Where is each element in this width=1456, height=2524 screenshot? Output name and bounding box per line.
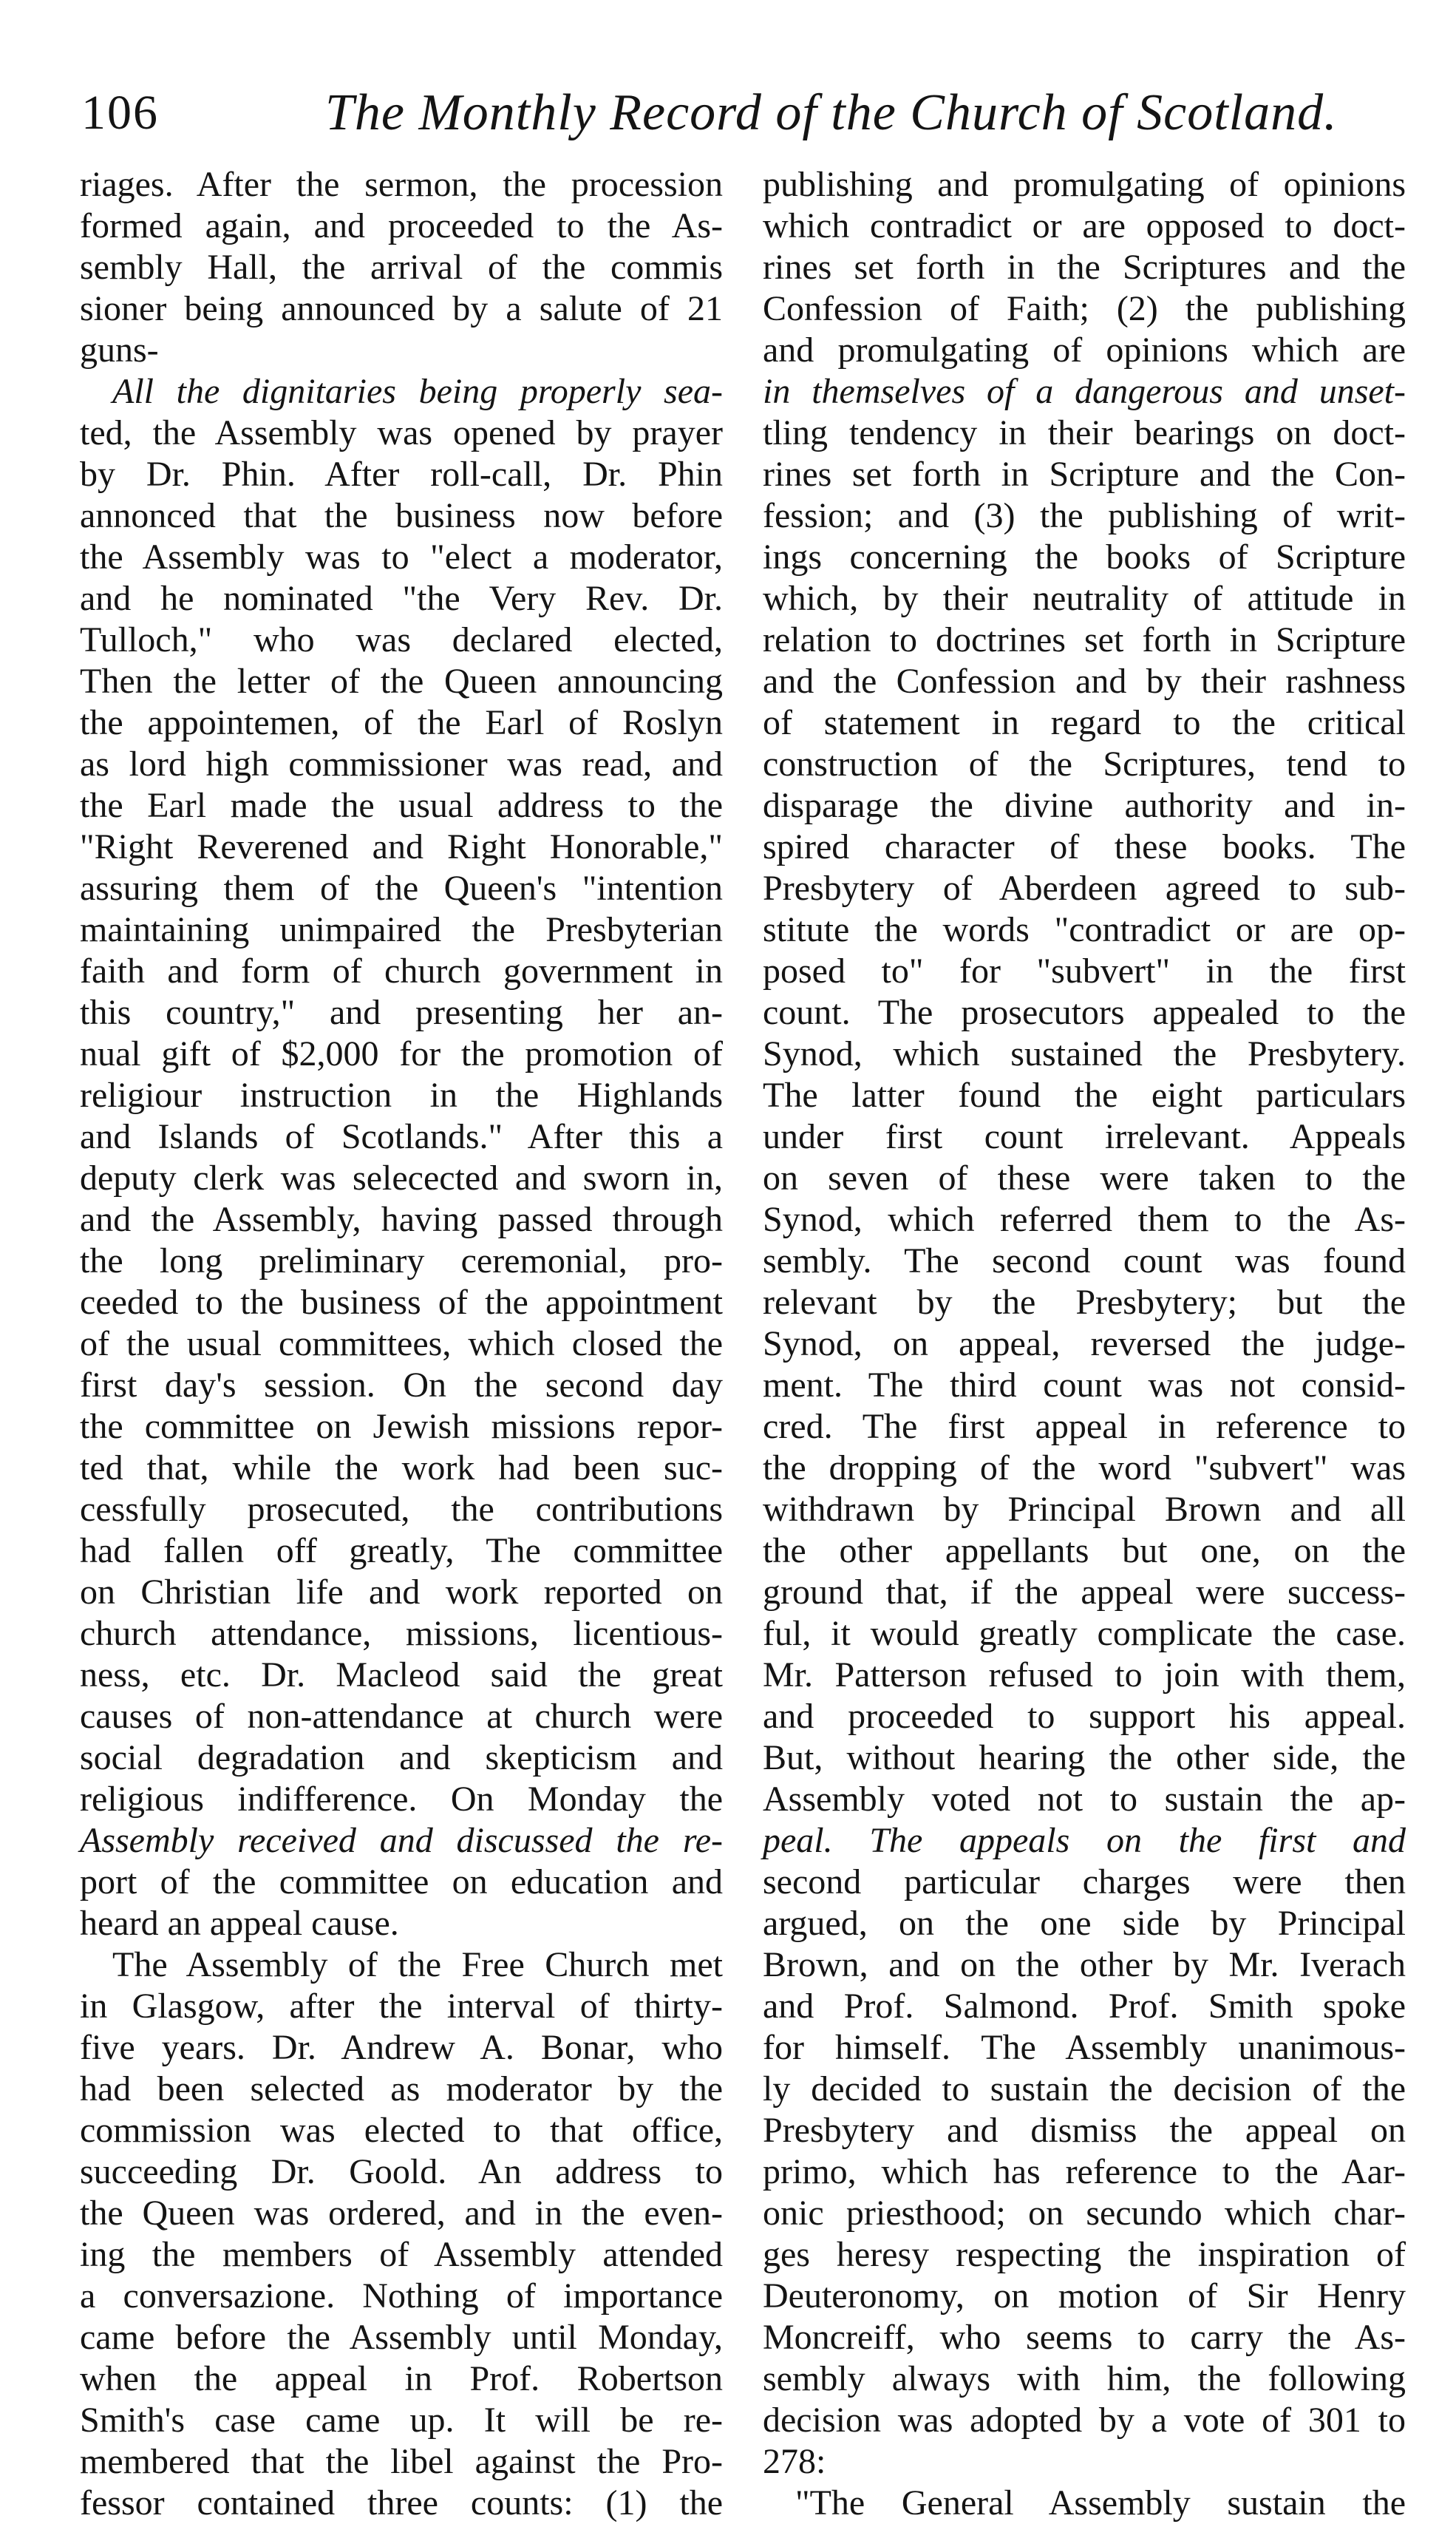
text-line: tling tendency in their bearings on doct- xyxy=(763,413,1406,452)
text-line: relevant by the Presbytery; but the xyxy=(763,1283,1406,1322)
text-line: five years. Dr. Andrew A. Bonar, who xyxy=(80,2028,723,2067)
text-line: and the Assembly, having passed through xyxy=(80,1200,723,1239)
text-line: posed to" for "subvert" in the first xyxy=(763,951,1406,991)
text-line: relation to doctrines set forth in Scripture xyxy=(763,620,1406,659)
text-line: religious indifference. On Monday the xyxy=(80,1780,723,1819)
text-line: and Prof. Salmond. Prof. Smith spoke xyxy=(763,1987,1406,2026)
text-line: fession; and (3) the publishing of writ- xyxy=(763,496,1406,535)
text-line: when the appeal in Prof. Robertson xyxy=(80,2359,723,2398)
text-line: ted, the Assembly was opened by prayer xyxy=(80,413,723,452)
text-line: under first count irrelevant. Appeals xyxy=(763,1117,1406,1156)
text-line: Confession of Faith; (2) the publishing xyxy=(763,289,1406,328)
text-line: ges heresy respecting the inspiration of xyxy=(763,2235,1406,2274)
text-line: Smith's case came up. It will be re- xyxy=(80,2401,723,2440)
text-line: in Glasgow, after the interval of thirty- xyxy=(80,1987,723,2026)
text-line: primo, which has reference to the Aar- xyxy=(763,2152,1406,2191)
text-line: and Islands of Scotlands." After this a xyxy=(80,1117,723,1156)
text-line: membered that the libel against the Pro- xyxy=(80,2442,723,2481)
text-line: for himself. The Assembly unanimous- xyxy=(763,2028,1406,2067)
page-number: 106 xyxy=(81,86,159,140)
text-line: rines set forth in Scripture and the Con- xyxy=(763,455,1406,494)
text-line: Brown, and on the other by Mr. Iverach xyxy=(763,1945,1406,1984)
text-line: and the Confession and by their rashness xyxy=(763,662,1406,701)
text-line: peal. The appeals on the first and xyxy=(763,1821,1406,1860)
text-line: cessfully prosecuted, the contributions xyxy=(80,1490,723,1529)
text-line: social degradation and skepticism and xyxy=(80,1738,723,1777)
text-line: stitute the words "contradict or are op- xyxy=(763,910,1406,949)
text-line: riages. After the sermon, the procession xyxy=(80,165,723,204)
text-line: All the dignitaries being properly sea- xyxy=(112,372,723,411)
text-line: which contradict or are opposed to doct- xyxy=(763,206,1406,245)
text-line: Assembly received and discussed the re- xyxy=(80,1821,723,1860)
text-line: sembly Hall, the arrival of the commis xyxy=(80,248,723,287)
text-line: Synod, which sustained the Presbytery. xyxy=(763,1034,1406,1073)
text-line: this country," and presenting her an- xyxy=(80,993,723,1032)
text-line: construction of the Scriptures, tend to xyxy=(763,744,1406,784)
text-line: of the usual committees, which closed the xyxy=(80,1324,723,1363)
text-line: the Assembly was to "elect a moderator, xyxy=(80,537,723,577)
text-line: argued, on the one side by Principal xyxy=(763,1904,1406,1943)
text-line: Then the letter of the Queen announcing xyxy=(80,662,723,701)
text-line: onic priesthood; on secundo which char- xyxy=(763,2194,1406,2233)
text-line: Presbytery of Aberdeen agreed to sub- xyxy=(763,869,1406,908)
text-line: by Dr. Phin. After roll-call, Dr. Phin xyxy=(80,455,723,494)
text-line: cred. The first appeal in reference to xyxy=(763,1407,1406,1446)
text-line: Mr. Patterson refused to join with them, xyxy=(763,1655,1406,1694)
text-line: second particular charges were then xyxy=(763,1862,1406,1902)
text-line: the long preliminary ceremonial, pro- xyxy=(80,1241,723,1280)
text-line: and promulgating of opinions which are xyxy=(763,330,1406,370)
text-line: faith and form of church government in xyxy=(80,951,723,991)
text-line: the other appellants but one, on the xyxy=(763,1531,1406,1570)
text-line: of statement in regard to the critical xyxy=(763,703,1406,742)
text-line: heard an appeal cause. xyxy=(80,1904,399,1943)
text-line: as lord high commissioner was read, and xyxy=(80,744,723,784)
text-line: "The General Assembly sustain the xyxy=(795,2483,1406,2523)
text-line: and proceeded to support his appeal. xyxy=(763,1697,1406,1736)
text-line: on Christian life and work reported on xyxy=(80,1573,723,1612)
text-line: formed again, and proceeded to the As- xyxy=(80,206,723,245)
text-line: count. The prosecutors appealed to the xyxy=(763,993,1406,1032)
text-line: first day's session. On the second day xyxy=(80,1366,723,1405)
text-line: commission was elected to that office, xyxy=(80,2111,723,2150)
text-line: on seven of these were taken to the xyxy=(763,1158,1406,1198)
text-line: ings concerning the books of Scripture xyxy=(763,537,1406,577)
text-line: had been selected as moderator by the xyxy=(80,2069,723,2109)
text-line: the dropping of the word "subvert" was xyxy=(763,1448,1406,1487)
text-line: the Queen was ordered, and in the even- xyxy=(80,2194,723,2233)
text-line: nual gift of $2,000 for the promotion of xyxy=(80,1034,723,1073)
text-line: Presbytery and dismiss the appeal on xyxy=(763,2111,1406,2150)
text-line: assuring them of the Queen's "intention xyxy=(80,869,723,908)
text-line: a conversazione. Nothing of importance xyxy=(80,2276,723,2316)
text-line: came before the Assembly until Monday, xyxy=(80,2318,723,2357)
text-line: which, by their neutrality of attitude in xyxy=(763,579,1406,618)
text-line: ful, it would greatly complicate the case. xyxy=(763,1614,1406,1653)
text-line: 278: xyxy=(763,2442,826,2481)
text-line: rines set forth in the Scriptures and the xyxy=(763,248,1406,287)
text-line: ceeded to the business of the appointment xyxy=(80,1283,723,1322)
text-line: maintaining unimpaired the Presbyterian xyxy=(80,910,723,949)
text-line: in themselves of a dangerous and unset- xyxy=(763,372,1406,411)
text-line: The Assembly of the Free Church met xyxy=(112,1945,723,1984)
text-line: "Right Reverened and Right Honorable," xyxy=(80,827,723,866)
text-line: the appointemen, of the Earl of Roslyn xyxy=(80,703,723,742)
text-line: Synod, which referred them to the As- xyxy=(763,1200,1406,1239)
text-line: ment. The third count was not consid- xyxy=(763,1366,1406,1405)
text-line: the Earl made the usual address to the xyxy=(80,786,723,825)
text-line: sembly. The second count was found xyxy=(763,1241,1406,1280)
text-line: causes of non-attendance at church were xyxy=(80,1697,723,1736)
text-line: ly decided to sustain the decision of the xyxy=(763,2069,1406,2109)
text-line: had fallen off greatly, The committee xyxy=(80,1531,723,1570)
left-column xyxy=(80,164,723,2523)
text-line: But, without hearing the other side, the xyxy=(763,1738,1406,1777)
text-line: guns- xyxy=(80,330,159,370)
text-line: the committee on Jewish missions repor- xyxy=(80,1407,723,1446)
text-line: spired character of these books. The xyxy=(763,827,1406,866)
journal-title: The Monthly Record of the Church of Scotland. xyxy=(325,84,1338,141)
text-line: church attendance, missions, licentious- xyxy=(80,1614,723,1653)
text-line: The latter found the eight particulars xyxy=(763,1076,1406,1115)
text-line: port of the committee on education and xyxy=(80,1862,723,1902)
text-line: decision was adopted by a vote of 301 to xyxy=(763,2401,1406,2440)
text-line: disparage the divine authority and in- xyxy=(763,786,1406,825)
text-line: annonced that the business now before xyxy=(80,496,723,535)
text-line: ness, etc. Dr. Macleod said the great xyxy=(80,1655,723,1694)
text-line: Synod, on appeal, reversed the judge- xyxy=(763,1324,1406,1363)
text-line: Assembly voted not to sustain the ap- xyxy=(763,1780,1406,1819)
text-line: ground that, if the appeal were success- xyxy=(763,1573,1406,1612)
text-line: fessor contained three counts: (1) the xyxy=(80,2483,723,2523)
text-line: withdrawn by Principal Brown and all xyxy=(763,1490,1406,1529)
text-line: religiour instruction in the Highlands xyxy=(80,1076,723,1115)
text-line: Moncreiff, who seems to carry the As- xyxy=(763,2318,1406,2357)
text-line: deputy clerk was selecected and sworn in, xyxy=(80,1158,723,1198)
text-line: succeeding Dr. Goold. An address to xyxy=(80,2152,723,2191)
text-line: and he nominated "the Very Rev. Dr. xyxy=(80,579,723,618)
text-line: Deuteronomy, on motion of Sir Henry xyxy=(763,2276,1406,2316)
text-line: sembly always with him, the following xyxy=(763,2359,1406,2398)
text-line: sioner being announced by a salute of 21 xyxy=(80,289,723,328)
text-line: ing the members of Assembly attended xyxy=(80,2235,723,2274)
text-line: Tulloch," who was declared elected, xyxy=(80,620,723,659)
text-line: ted that, while the work had been suc- xyxy=(80,1448,723,1487)
text-line: publishing and promulgating of opinions xyxy=(763,165,1406,204)
running-head xyxy=(81,80,1397,146)
right-column xyxy=(763,164,1406,2523)
